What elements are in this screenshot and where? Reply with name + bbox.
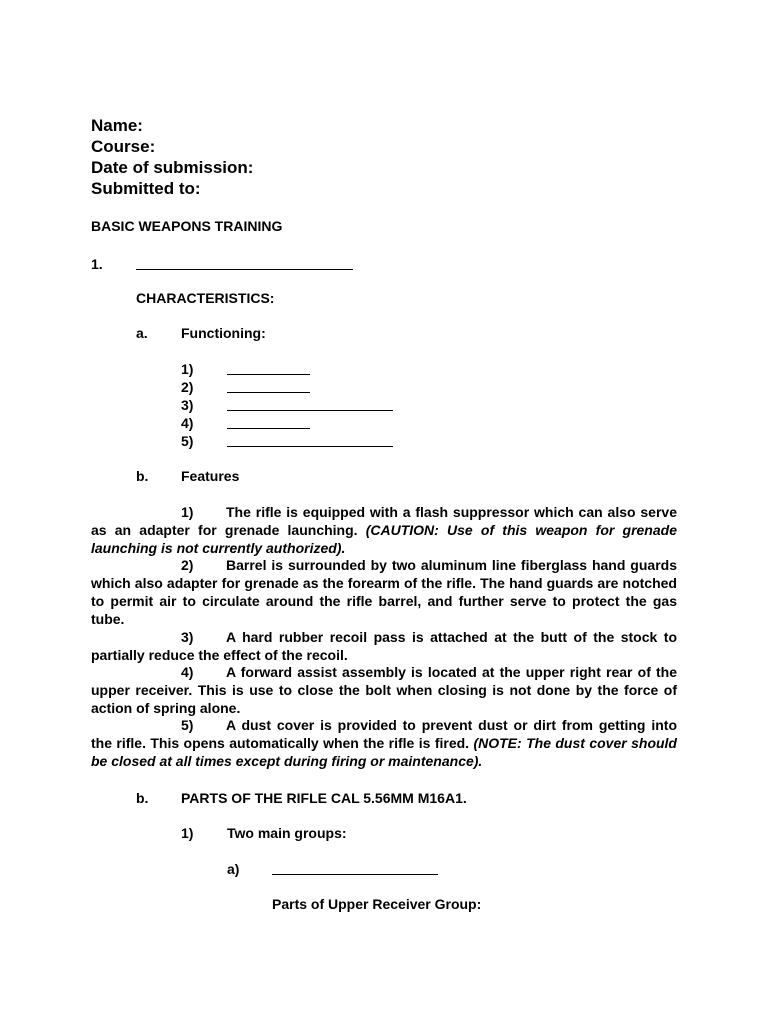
functioning-blank: [227, 432, 393, 447]
feature-note: (NOTE: The dust cover should be closed at all times except during firing or maintenance).: [91, 735, 677, 769]
feature-text: Barrel is surrounded by two aluminum line fiberglass hand guards which also adapter for grenade as the forearm of the rifle. The hand guards are notched to permit air to circulate around the rifle barrel, and further serve to protect the gas tube.: [91, 557, 677, 627]
course-label: Course:: [91, 137, 156, 156]
group-a-blank: [272, 860, 438, 875]
feature-paragraph: [91, 556, 677, 628]
upper-receiver-heading: Parts of Upper Receiver Group:: [272, 896, 482, 912]
group-a-letter: a): [227, 861, 240, 877]
parts-heading: PARTS OF THE RIFLE CAL 5.56MM M16A1.: [181, 790, 467, 806]
functioning-item-number: 5): [181, 433, 194, 449]
submitted-to-label: Submitted to:: [91, 179, 201, 198]
feature-paragraph: [91, 663, 677, 717]
functioning-blank: [227, 360, 310, 375]
main-groups-label: Two main groups:: [227, 825, 347, 841]
name-label: Name:: [91, 116, 143, 135]
parts-letter: b.: [136, 790, 149, 806]
feature-paragraph: [91, 503, 677, 557]
feature-caution-note: (CAUTION: Use of this weapon for grenade launching is not currently authorized).: [91, 522, 677, 556]
functioning-label: Functioning:: [181, 325, 266, 341]
feature-number: 4): [181, 664, 194, 680]
features-letter: b.: [136, 468, 149, 484]
feature-number: 3): [181, 629, 194, 645]
feature-number: 2): [181, 557, 194, 573]
features-label: Features: [181, 468, 240, 484]
feature-text: The rifle is equipped with a flash suppressor which can also serve as an adapter for grenade launching.: [91, 504, 677, 538]
section-title-blank: [136, 255, 353, 270]
date-of-submission-label: Date of submission:: [91, 158, 254, 177]
feature-paragraph: [91, 716, 677, 770]
main-groups-number: 1): [181, 825, 194, 841]
functioning-blank: [227, 414, 310, 429]
functioning-blank: [227, 396, 393, 411]
functioning-letter: a.: [136, 325, 148, 341]
functioning-blank: [227, 378, 310, 393]
functioning-item-number: 1): [181, 361, 194, 377]
feature-number: 5): [181, 717, 194, 733]
functioning-item-number: 3): [181, 397, 194, 413]
document-title: BASIC WEAPONS TRAINING: [91, 218, 283, 234]
feature-paragraph: [91, 628, 677, 664]
feature-text: A forward assist assembly is located at the upper right rear of the upper receiver. This is use to close the bolt when closing is not done by the force of action of spring alone.: [91, 664, 677, 716]
feature-text: A dust cover is provided to prevent dust or dirt from getting into the rifle. This opens automatically when the rifle is fired.: [91, 717, 677, 751]
functioning-item-number: 2): [181, 379, 194, 395]
feature-text: A hard rubber recoil pass is attached at the butt of the stock to partially reduce the effect of the recoil.: [91, 629, 677, 663]
functioning-item-number: 4): [181, 415, 194, 431]
feature-number: 1): [181, 504, 194, 520]
section-number: 1.: [91, 256, 103, 272]
characteristics-heading: CHARACTERISTICS:: [136, 290, 275, 306]
